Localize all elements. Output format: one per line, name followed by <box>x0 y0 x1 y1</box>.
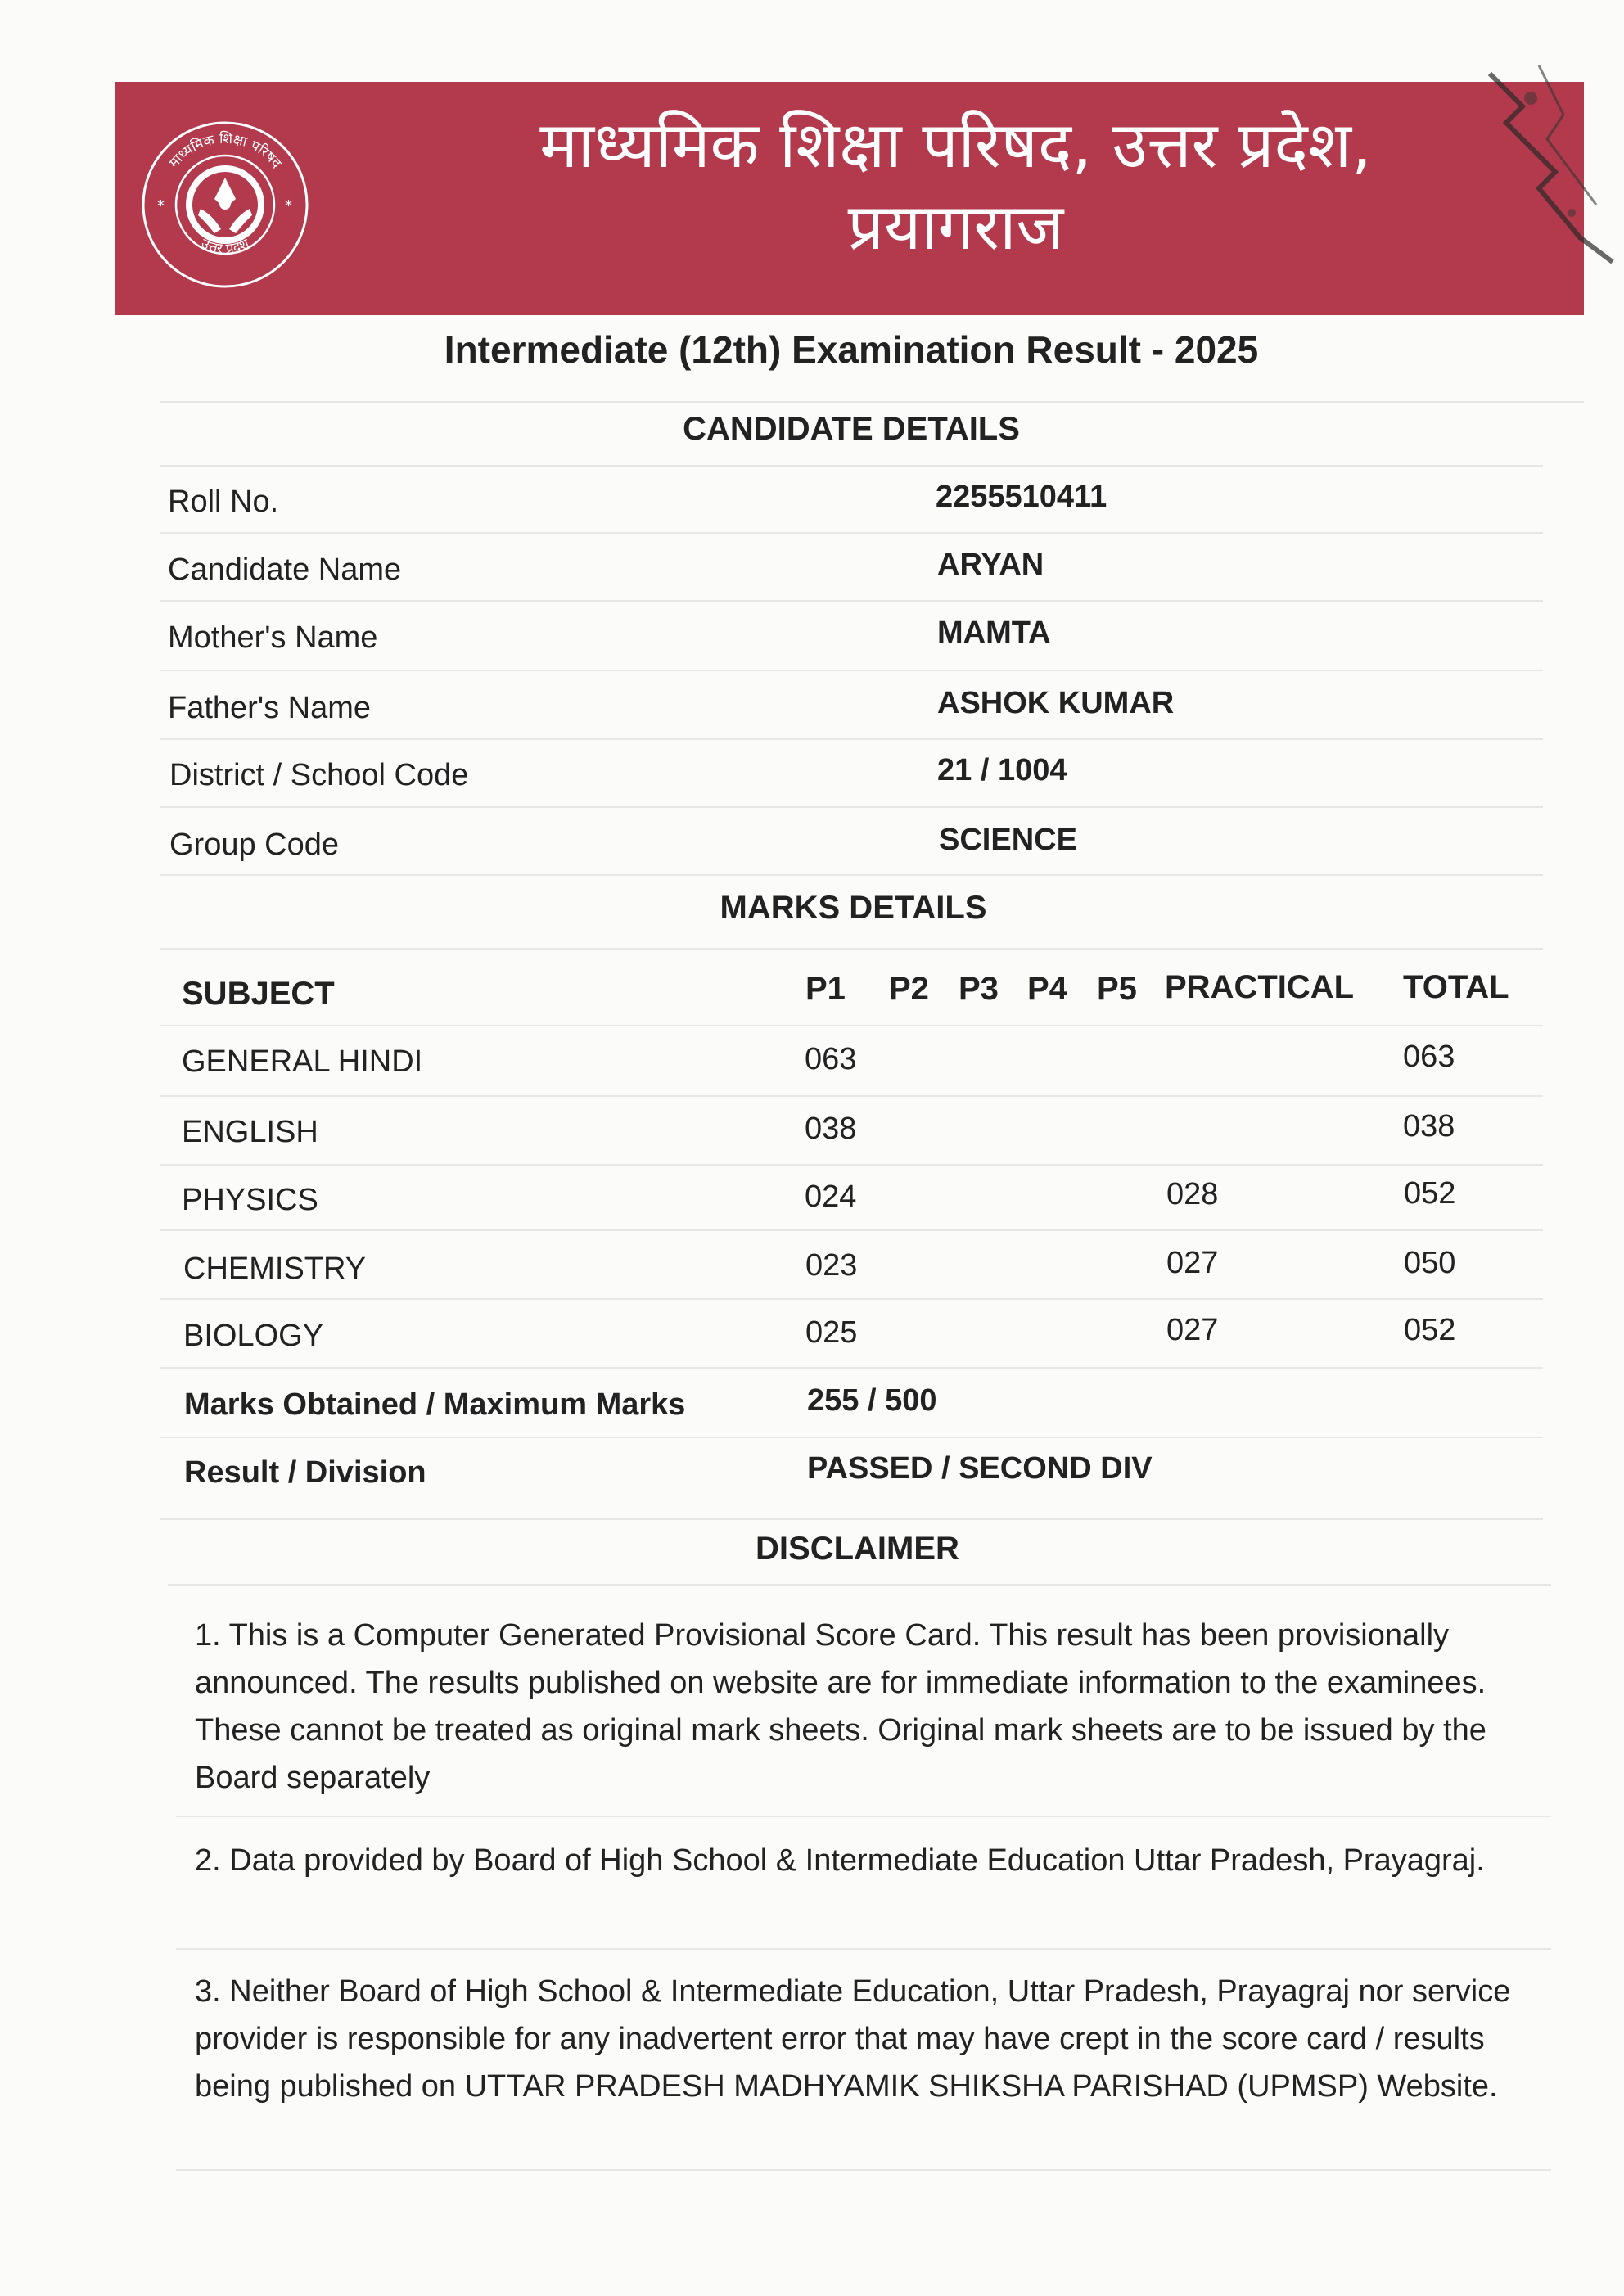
divider <box>160 1025 1543 1026</box>
district-school-code-value: 21 / 1004 <box>937 753 1067 787</box>
subject-p1: 023 <box>805 1248 858 1283</box>
board-name-line1: माध्यमिक शिक्षा परिषद, उत्तर प्रदेश, <box>539 109 1372 183</box>
divider <box>160 806 1543 808</box>
subject-p1: 025 <box>805 1315 858 1350</box>
subject-total: 050 <box>1404 1246 1456 1280</box>
divider <box>160 1095 1543 1097</box>
col-p1: P1 <box>805 971 846 1007</box>
seal-text-top: माध्यमिक शिक्षा परिषद <box>165 130 285 172</box>
scan-stain <box>1457 49 1621 327</box>
subject-total: 063 <box>1403 1040 1455 1074</box>
subject-practical: 027 <box>1166 1313 1219 1347</box>
mothers-name-label: Mother's Name <box>168 620 378 655</box>
divider <box>160 670 1543 671</box>
upmsp-seal-icon <box>139 119 311 291</box>
disclaimer-item: 2. Data provided by Board of High School & Intermediate Education Uttar Pradesh, Prayagraj. <box>195 1843 1485 1878</box>
subject-total: 038 <box>1403 1109 1455 1143</box>
mothers-name-value: MAMTA <box>937 616 1051 650</box>
col-subject: SUBJECT <box>182 976 335 1012</box>
seal-text-bottom: उत्तर प्रदेश <box>198 235 252 258</box>
subject-total: 052 <box>1404 1313 1456 1347</box>
candidate-name-value: ARYAN <box>937 548 1044 582</box>
divider <box>160 1164 1543 1166</box>
col-p2: P2 <box>889 971 929 1007</box>
col-practical: PRACTICAL <box>1165 969 1355 1005</box>
marks-obtained-value: 255 / 500 <box>807 1383 937 1418</box>
result-division-value: PASSED / SECOND DIV <box>807 1451 1153 1486</box>
divider <box>160 532 1543 534</box>
subject-total: 052 <box>1404 1176 1456 1211</box>
divider <box>160 874 1543 876</box>
board-name-line2: प्रयागराज <box>847 191 1064 264</box>
divider <box>160 1367 1543 1369</box>
disclaimer-item: 3. Neither Board of High School & Intermediate Education, Uttar Pradesh, Prayagraj nor service provider is responsible for any inadvertent error that may have crept in the score card / results being published on UTTAR PRADESH MADHYAMIK SHIKSHA PARISHAD (UPMSP) Website. <box>195 1974 1511 2104</box>
svg-text:*: * <box>157 197 165 214</box>
candidate-details-heading: CANDIDATE DETAILS <box>683 411 1020 447</box>
subject-practical: 027 <box>1166 1246 1219 1280</box>
divider <box>160 465 1543 467</box>
divider <box>160 1518 1543 1520</box>
divider <box>160 1298 1543 1300</box>
subject-name: PHYSICS <box>182 1183 318 1217</box>
divider <box>160 1229 1543 1231</box>
divider <box>160 600 1543 602</box>
subject-p1: 024 <box>805 1180 857 1214</box>
board-name <box>360 105 1551 268</box>
subject-p1: 063 <box>805 1042 857 1076</box>
marks-details-heading: MARKS DETAILS <box>720 890 987 926</box>
divider <box>160 1437 1543 1438</box>
divider <box>160 948 1543 950</box>
divider <box>176 1816 1551 1817</box>
roll-no-label: Roll No. <box>168 485 279 519</box>
col-p4: P4 <box>1027 971 1067 1007</box>
result-division-label: Result / Division <box>184 1455 426 1490</box>
page-title: Intermediate (12th) Examination Result - 2025 <box>444 328 1259 371</box>
subject-name: ENGLISH <box>182 1115 318 1149</box>
col-p3: P3 <box>959 971 999 1007</box>
group-code-label: Group Code <box>169 828 340 862</box>
col-p5: P5 <box>1097 971 1137 1007</box>
subject-practical: 028 <box>1166 1177 1219 1211</box>
disclaimer-heading: DISCLAIMER <box>756 1531 959 1567</box>
divider <box>176 1948 1551 1950</box>
subject-p1: 038 <box>805 1112 857 1146</box>
candidate-name-label: Candidate Name <box>168 553 402 587</box>
divider <box>168 1584 1551 1586</box>
roll-no-value: 2255510411 <box>936 480 1107 514</box>
disclaimer-item: 1. This is a Computer Generated Provisional Score Card. This result has been provisionally announced. The results published on website are for immediate information to the examinees. These cannot be treated as original mark sheets. Original mark sheets are to be issued by the Board separately <box>195 1618 1486 1795</box>
divider <box>160 401 1584 403</box>
subject-name: CHEMISTRY <box>183 1252 367 1286</box>
header-banner <box>115 82 1584 315</box>
fathers-name-label: Father's Name <box>168 691 372 725</box>
district-school-code-label: District / School Code <box>169 758 469 792</box>
subject-name: GENERAL HINDI <box>182 1044 423 1079</box>
svg-text:*: * <box>285 197 292 214</box>
group-code-value: SCIENCE <box>939 823 1077 857</box>
col-total: TOTAL <box>1403 969 1509 1005</box>
divider <box>160 738 1543 740</box>
fathers-name-value: ASHOK KUMAR <box>937 686 1175 720</box>
marks-obtained-label: Marks Obtained / Maximum Marks <box>184 1387 686 1422</box>
divider <box>176 2169 1551 2171</box>
subject-name: BIOLOGY <box>183 1319 324 1353</box>
